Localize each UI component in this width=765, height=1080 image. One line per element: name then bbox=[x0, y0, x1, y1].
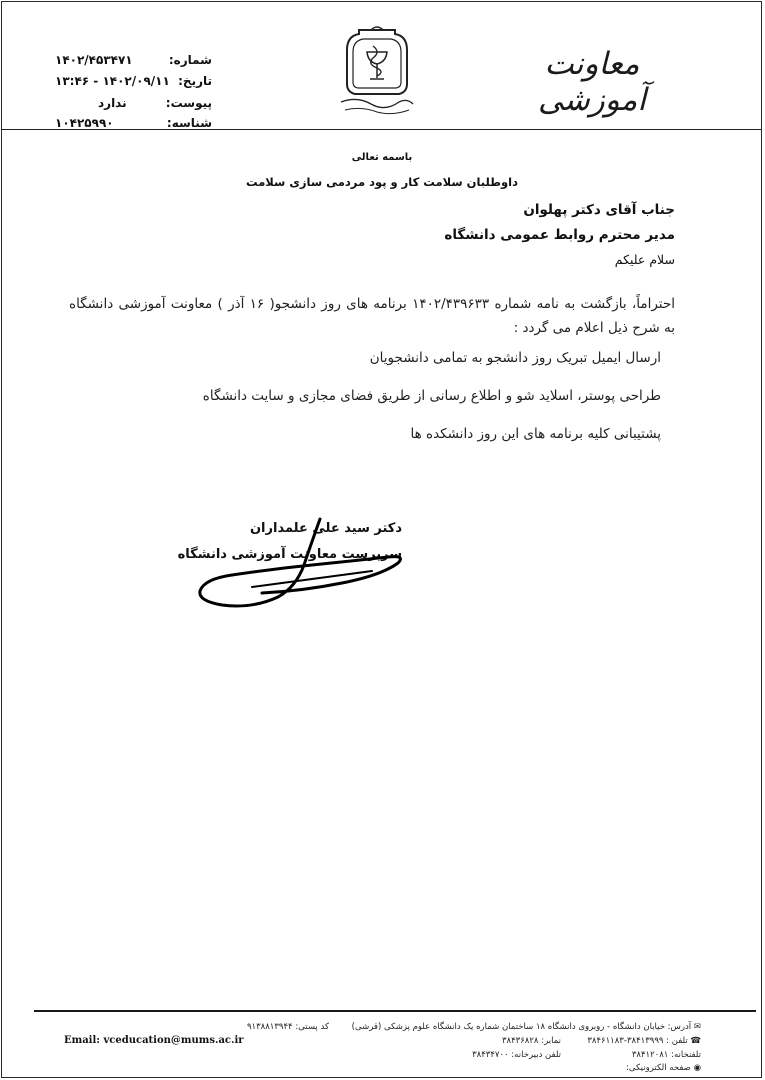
footer-website: ◉ صفحه الکترونیکی: bbox=[626, 1063, 701, 1073]
greeting: سلام علیکم bbox=[614, 252, 675, 267]
letter-subject: داوطلبان سلامت کار و پود مردمی سازی سلامت bbox=[246, 175, 518, 189]
university-logo bbox=[337, 26, 417, 118]
letter-page bbox=[1, 1, 762, 1078]
recipient-title: مدیر محترم روابط عمومی دانشگاه bbox=[444, 227, 675, 243]
footer-switchboard: تلفنخانه: ۳۸۴۱۲۰۸۱ bbox=[631, 1050, 701, 1060]
handwritten-signature bbox=[177, 517, 412, 617]
phone-icon: ☎ bbox=[690, 1036, 701, 1046]
envelope-icon: ✉ bbox=[693, 1022, 701, 1032]
footer-postal: کد پستی: ۹۱۳۸۸۱۳۹۴۴ bbox=[246, 1022, 329, 1032]
meta-attachment-label: پیوست: bbox=[165, 96, 212, 110]
list-item: ارسال ایمیل تبریک روز دانشجو به تمامی دانشجویان bbox=[369, 350, 661, 366]
footer-address: ✉ آدرس: خیابان دانشگاه - روبروی دانشگاه ۱۸ ساختمان شماره یک دانشگاه علوم پزشکی (قرشی) bbox=[351, 1022, 701, 1032]
letter-body: احتراماً، بازگشت به نامه شماره ۱۴۰۲/۴۳۹۶۳۳ برنامه های روز دانشجو( ۱۶ آذر ) معاونت آموزشی دانشگاه به شرح ذیل اعلام می گردد : bbox=[69, 296, 675, 336]
department-title: معاونت آموزشی bbox=[537, 46, 646, 118]
signer-name: دکتر سید علی علمداران bbox=[249, 521, 402, 536]
footer-divider bbox=[34, 1010, 756, 1012]
recipient-name: جناب آقای دکتر پهلوان bbox=[523, 202, 675, 218]
meta-id-value: ۱۰۴۲۵۹۹۰ bbox=[55, 116, 114, 130]
meta-date-value: ۱۴۰۲/۰۹/۱۱ - ۱۳:۴۶ bbox=[55, 74, 170, 88]
signer-title: سرپرست معاونت آموزشی دانشگاه bbox=[177, 547, 402, 562]
globe-icon: ◉ bbox=[693, 1063, 701, 1073]
meta-number-label: شماره: bbox=[168, 53, 212, 67]
footer-email: Email: vceducation@mums.ac.ir bbox=[64, 1035, 244, 1046]
meta-id-label: شناسه: bbox=[166, 116, 212, 130]
header-divider bbox=[2, 129, 761, 130]
bismillah: باسمه تعالی bbox=[351, 152, 413, 163]
meta-number-value: ۱۴۰۲/۴۵۳۴۷۱ bbox=[55, 53, 133, 67]
footer-secretariat: تلفن دبیرخانه: ۳۸۴۳۴۷۰۰ bbox=[472, 1050, 561, 1060]
meta-date-label: تاریخ: bbox=[178, 74, 212, 88]
list-item: پشتیبانی کلیه برنامه های این روز دانشکده ها bbox=[410, 426, 661, 442]
footer-phone: ☎ تلفن : ۳۸۴۱۳۹۹۹-۳۸۴۶۱۱۸۳ bbox=[587, 1036, 701, 1046]
meta-attachment-value: ندارد bbox=[98, 96, 127, 110]
footer-fax: نمابر: ۳۸۴۳۶۸۲۸ bbox=[501, 1036, 561, 1046]
list-item: طراحی پوستر، اسلاید شو و اطلاع رسانی از طریق فضای مجازی و سایت دانشگاه bbox=[202, 388, 661, 404]
